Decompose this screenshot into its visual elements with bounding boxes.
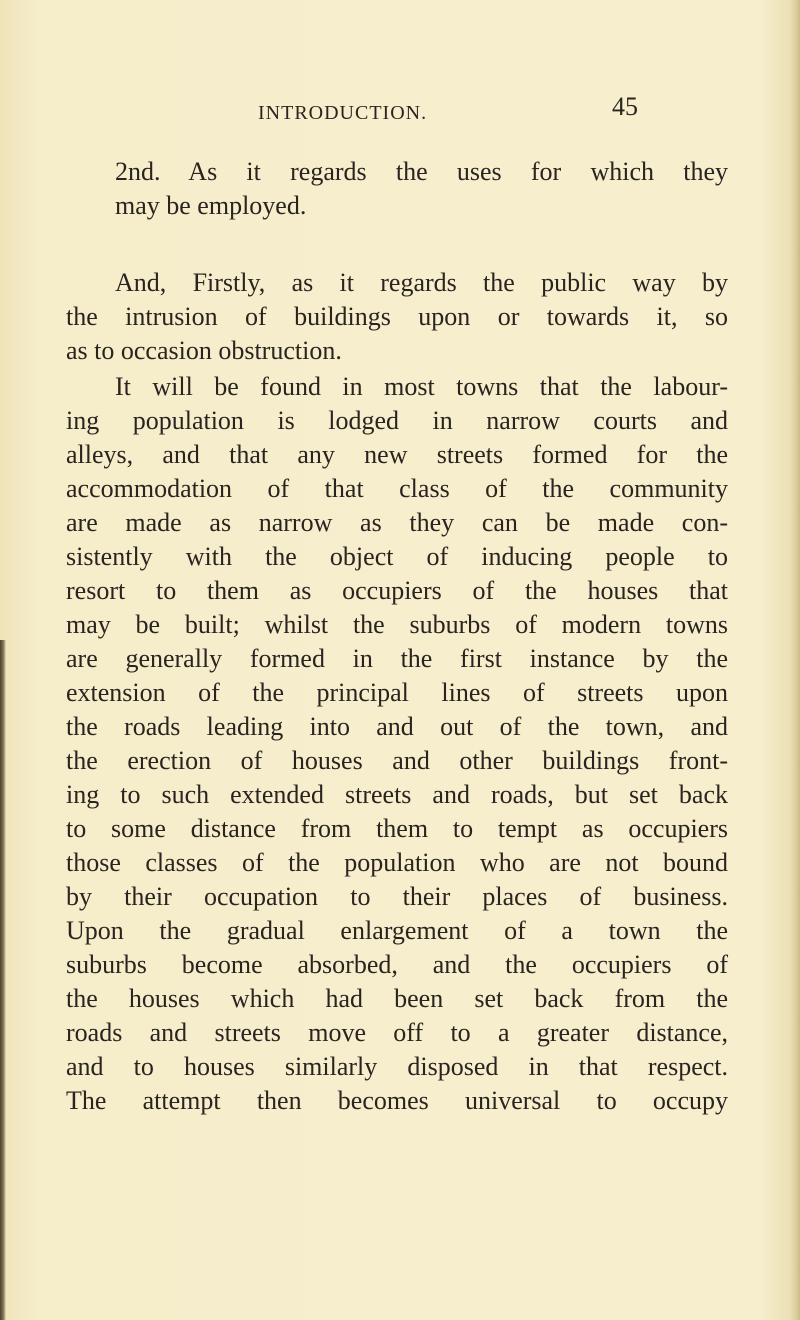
page-header — [0, 92, 800, 132]
text-line: The attempt then becomes universal to occupy — [66, 1086, 728, 1115]
text-line: suburbs become absorbed, and the occupiers of — [66, 950, 728, 979]
text-line: are made as narrow as they can be made con- — [66, 508, 728, 537]
text-line: It will be found in most towns that the labour- — [115, 372, 728, 401]
text-line: may be employed. — [115, 191, 307, 220]
page-binding-shadow — [0, 640, 6, 1320]
text-line: by their occupation to their places of business. — [66, 882, 728, 911]
text-line: 2nd. As it regards the uses for which they — [115, 157, 728, 186]
text-line: sistently with the object of inducing people to — [66, 542, 728, 571]
page-edge-shadow — [790, 0, 800, 1320]
text-line: And, Firstly, as it regards the public way by — [115, 268, 728, 297]
text-line: ing to such extended streets and roads, but set back — [66, 780, 728, 809]
text-line: extension of the principal lines of streets upon — [66, 678, 728, 707]
text-line: roads and streets move off to a greater distance, — [66, 1018, 728, 1047]
text-line: those classes of the population who are not bound — [66, 848, 728, 877]
text-line: to some distance from them to tempt as occupiers — [66, 814, 728, 843]
text-line: the houses which had been set back from the — [66, 984, 728, 1013]
page-number: 45 — [612, 92, 638, 121]
text-line: alleys, and that any new streets formed for the — [66, 440, 728, 469]
text-line: the intrusion of buildings upon or towards it, so — [66, 302, 728, 331]
text-line: as to occasion obstruction. — [66, 336, 342, 365]
text-line: ing population is lodged in narrow courts and — [66, 406, 728, 435]
text-line: Upon the gradual enlargement of a town the — [66, 916, 728, 945]
text-line: accommodation of that class of the community — [66, 474, 728, 503]
text-line: resort to them as occupiers of the houses that — [66, 576, 728, 605]
text-line: the roads leading into and out of the town, and — [66, 712, 728, 741]
text-line: are generally formed in the first instance by the — [66, 644, 728, 673]
text-line: may be built; whilst the suburbs of modern towns — [66, 610, 728, 639]
running-head: INTRODUCTION. — [258, 102, 428, 124]
text-line: the erection of houses and other buildings front- — [66, 746, 728, 775]
text-line: and to houses similarly disposed in that respect. — [66, 1052, 728, 1081]
